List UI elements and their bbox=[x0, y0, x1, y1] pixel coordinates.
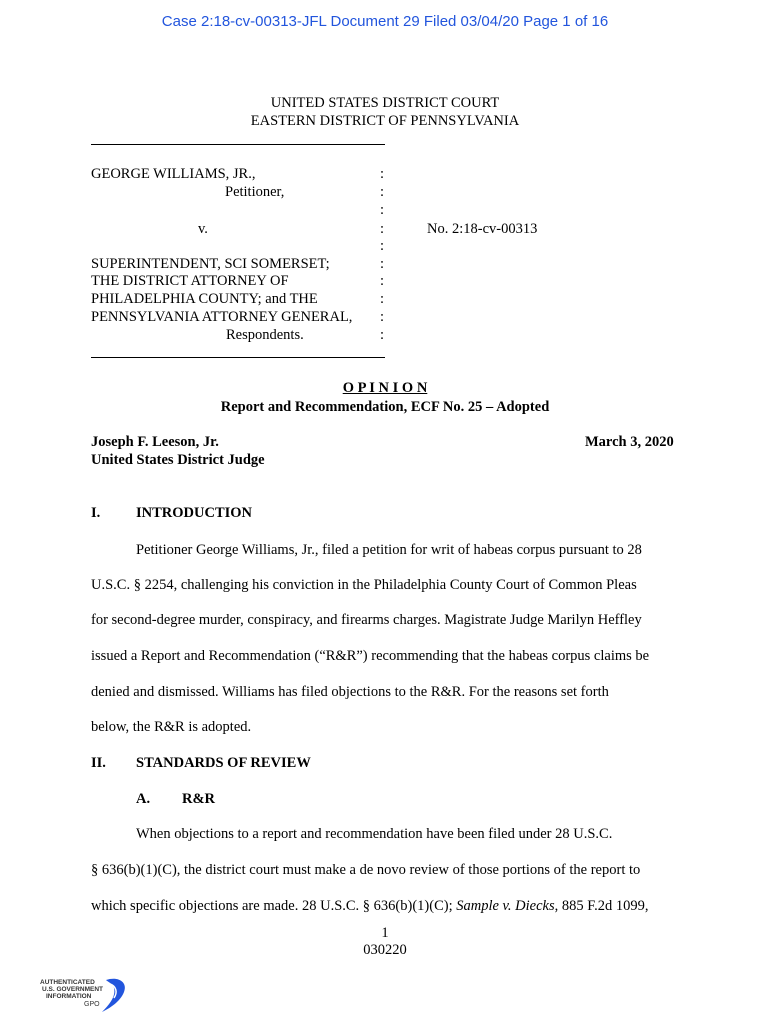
caption-bottom-rule bbox=[91, 357, 385, 358]
paragraph-text: which specific objections are made. 28 U.S.C. § 636(b)(1)(C); bbox=[91, 898, 457, 914]
court-name: UNITED STATES DISTRICT COURT bbox=[270, 95, 500, 111]
opinion-title: O P I N I O N bbox=[342, 380, 428, 396]
caption-colon: : bbox=[380, 309, 385, 325]
opinion-subtitle: Report and Recommendation, ECF No. 25 – Adopted bbox=[220, 399, 550, 415]
paragraph-text: , 885 F.2d 1099, bbox=[554, 898, 649, 914]
gpo-authentication-logo bbox=[40, 974, 130, 1014]
page-number: 1 bbox=[381, 925, 389, 941]
paragraph-line: Petitioner George Williams, Jr., filed a petition for writ of habeas corpus pursuant to 28 bbox=[136, 542, 642, 558]
section-heading-standards: STANDARDS OF REVIEW bbox=[136, 755, 311, 771]
paragraph-line: U.S.C. § 2254, challenging his conviction in the Philadelphia County Court of Common Pleas bbox=[91, 577, 637, 593]
opinion-date: March 3, 2020 bbox=[585, 434, 674, 450]
paragraph-line bbox=[91, 898, 649, 915]
respondent-line: PENNSYLVANIA ATTORNEY GENERAL, bbox=[91, 309, 353, 325]
caption-colon: : bbox=[380, 327, 385, 343]
caption-colon: : bbox=[380, 166, 385, 182]
case-citation: Sample v. Diecks bbox=[456, 898, 555, 914]
subsection-number: A. bbox=[136, 791, 151, 807]
petitioner-role: Petitioner, bbox=[225, 184, 285, 200]
caption-colon: : bbox=[380, 184, 385, 200]
versus: v. bbox=[198, 221, 208, 237]
court-district: EASTERN DISTRICT OF PENNSYLVANIA bbox=[250, 113, 520, 129]
caption-colon: : bbox=[380, 273, 385, 289]
respondent-line: THE DISTRICT ATTORNEY OF bbox=[91, 273, 289, 289]
caption-top-rule bbox=[91, 144, 385, 145]
judge-name: Joseph F. Leeson, Jr. bbox=[91, 434, 219, 450]
section-number: II. bbox=[91, 755, 106, 771]
caption-colon: : bbox=[380, 202, 385, 218]
paragraph-line: issued a Report and Recommendation (“R&R”) recommending that the habeas corpus claims be bbox=[91, 648, 650, 664]
gpo-logo-line: AUTHENTICATED bbox=[40, 979, 95, 986]
judge-title: United States District Judge bbox=[91, 452, 265, 468]
respondent-line: PHILADELPHIA COUNTY; and THE bbox=[91, 291, 318, 307]
petitioner-name: GEORGE WILLIAMS, JR., bbox=[91, 166, 256, 182]
paragraph-line: below, the R&R is adopted. bbox=[91, 719, 252, 735]
caption-colon: : bbox=[380, 256, 385, 272]
case-number: No. 2:18-cv-00313 bbox=[427, 221, 538, 237]
gpo-eagle-icon bbox=[40, 974, 130, 1014]
gpo-logo-line: INFORMATION bbox=[46, 993, 92, 1000]
caption-colon: : bbox=[380, 221, 385, 237]
paragraph-line: for second-degree murder, conspiracy, and firearms charges. Magistrate Judge Marilyn Heffley bbox=[91, 612, 642, 628]
paragraph-line: denied and dismissed. Williams has filed objections to the R&R. For the reasons set forth bbox=[91, 684, 609, 700]
caption-colon: : bbox=[380, 238, 385, 254]
section-number: I. bbox=[91, 505, 101, 521]
respondent-role: Respondents. bbox=[226, 327, 304, 343]
caption-colon: : bbox=[380, 291, 385, 307]
paragraph-line: § 636(b)(1)(C), the district court must make a de novo review of those portions of the report to bbox=[91, 862, 641, 878]
document-code: 030220 bbox=[363, 942, 407, 958]
subsection-heading-rr: R&R bbox=[182, 791, 216, 807]
case-header-stamp: Case 2:18-cv-00313-JFL Document 29 Filed 03/04/20 Page 1 of 16 bbox=[161, 13, 609, 30]
respondent-line: SUPERINTENDENT, SCI SOMERSET; bbox=[91, 256, 330, 272]
paragraph-line: When objections to a report and recommendation have been filed under 28 U.S.C. bbox=[136, 826, 613, 842]
gpo-logo-line: U.S. GOVERNMENT bbox=[42, 986, 104, 993]
gpo-logo-mark: GPO bbox=[84, 1001, 100, 1008]
section-heading-introduction: INTRODUCTION bbox=[136, 505, 253, 521]
